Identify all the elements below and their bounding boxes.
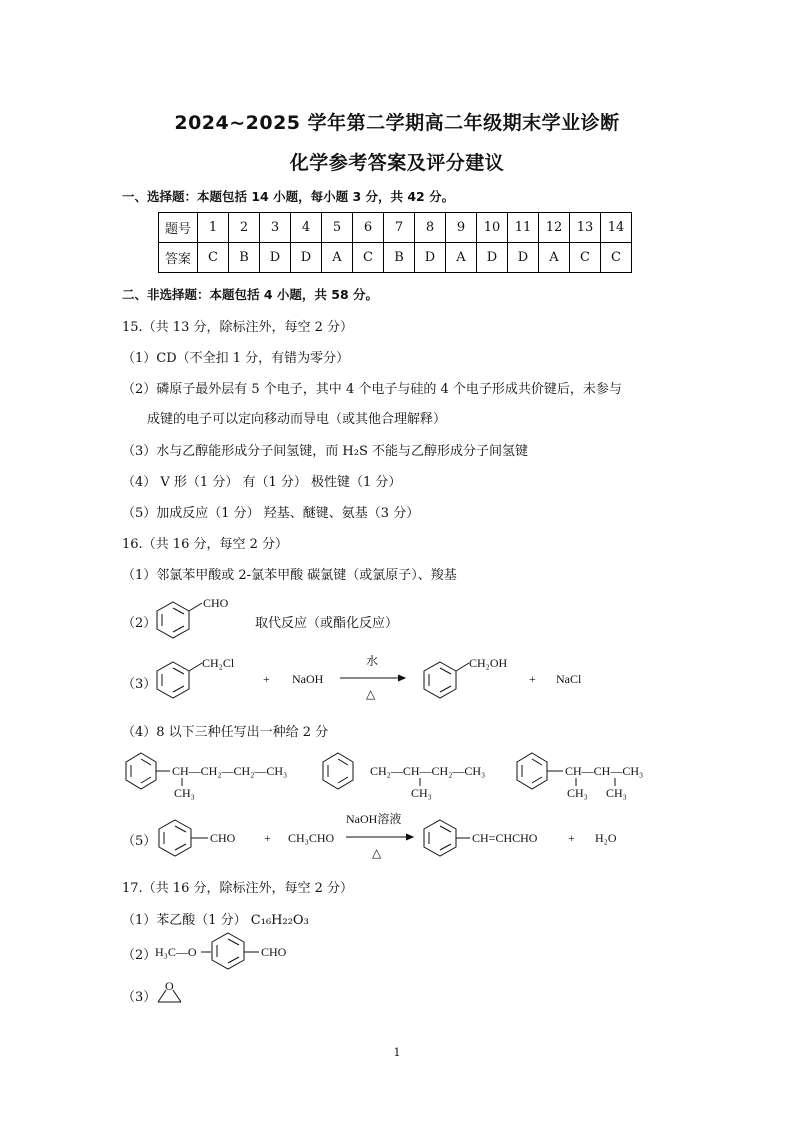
plus-sign: + — [264, 831, 271, 845]
table-cell: 2 — [229, 213, 260, 243]
isomer-structures — [120, 750, 680, 802]
isomer-3-branch-2: CH₃ — [606, 786, 627, 800]
doc-subtitle: 化学参考答案及评分建议 — [289, 152, 505, 174]
isomer-2-branch: CH₃ — [411, 786, 432, 800]
table-cell: 1 — [198, 213, 229, 243]
oxygen-atom-label: O — [165, 979, 174, 993]
table-cell: 4 — [291, 213, 322, 243]
aldehyde-group-label: CHO — [261, 945, 287, 959]
answer-table — [158, 212, 632, 273]
aldol-reaction — [150, 810, 630, 864]
nacl-label: NaCl — [556, 672, 582, 686]
q15-answer-5: （5）加成反应（1 分） 羟基、醚键、氨基（3 分） — [122, 506, 420, 521]
hydrolysis-reaction — [150, 652, 600, 706]
q16-answer-1: （1）邻氯苯甲酸或 2-氯苯甲酸 碳氯键（或氯原子）、羧基 — [122, 568, 457, 583]
q16-answer-2-label: （2） — [122, 616, 157, 631]
epoxide-structure — [154, 978, 194, 1008]
naoh-label: NaOH — [292, 672, 324, 686]
table-cell: B — [384, 243, 415, 273]
q16-answer-2-text: 取代反应（或酯化反应） — [255, 616, 399, 631]
anisaldehyde-structure — [155, 925, 305, 975]
plus-sign: + — [529, 672, 536, 686]
table-cell: 6 — [353, 213, 384, 243]
table-cell: D — [508, 243, 539, 273]
benzyl-alcohol-label: CH₂OH — [469, 656, 508, 670]
benzaldehyde-group-label: CHO — [210, 831, 236, 845]
aldehyde-group-label: CHO — [203, 596, 229, 610]
table-cell: A — [322, 243, 353, 273]
table-header-answer: 答案 — [159, 243, 198, 273]
q17-header: 17.（共 16 分，除标注外，每空 2 分） — [122, 881, 354, 896]
methoxy-label: H₃C—O — [155, 945, 197, 959]
doc-title: 2024~2025 学年第二学期高二年级期末学业诊断 — [174, 112, 620, 134]
q16-answer-5-label: （5） — [122, 834, 157, 849]
q15-answer-3: （3）水与乙醇能形成分子间氢键，而 H₂S 不能与乙醇形成分子间氢键 — [122, 444, 528, 459]
q16-answer-4: （4）8 以下三种任写出一种给 2 分 — [122, 725, 329, 740]
table-cell: 3 — [260, 213, 291, 243]
table-cell: 10 — [477, 213, 508, 243]
condition-heat-label: △ — [366, 687, 376, 701]
table-cell: 12 — [539, 213, 570, 243]
cinnamaldehyde-label: CH=CHCHO — [472, 831, 538, 845]
table-row-numbers — [159, 213, 632, 243]
table-row-answers — [159, 243, 632, 273]
q17-answer-2-label: （2） — [122, 948, 157, 963]
table-cell: 13 — [570, 213, 601, 243]
q15-answer-4: （4） V 形（1 分） 有（1 分） 极性键（1 分） — [122, 475, 402, 490]
q15-answer-2-line1: （2）磷原子最外层有 5 个电子，其中 4 个电子与硅的 4 个电子形成共价键后，未参与 — [122, 382, 622, 397]
acetaldehyde-label: CH₃CHO — [288, 831, 335, 845]
q15-answer-2-line2: 成键的电子可以定向移动而导电（或其他合理解释） — [147, 412, 447, 427]
isomer-3-branch-1: CH₃ — [567, 786, 588, 800]
table-cell: 8 — [415, 213, 446, 243]
plus-sign: + — [568, 831, 575, 845]
q17-answer-1: （1）苯乙酸（1 分） C₁₆H₂₂O₃ — [122, 913, 309, 928]
isomer-1-branch: CH₃ — [174, 786, 195, 800]
table-cell: B — [229, 243, 260, 273]
table-cell: C — [198, 243, 229, 273]
isomer-3-chain: CH—CH—CH₃ — [565, 764, 644, 778]
table-cell: 14 — [601, 213, 632, 243]
plus-sign: + — [263, 672, 270, 686]
chloromethyl-label: CH₂Cl — [202, 656, 235, 670]
page-number: 1 — [393, 1046, 401, 1059]
q15-answer-1: （1）CD（不全扣 1 分，有错为零分） — [122, 351, 350, 366]
water-label: H₂O — [595, 831, 617, 845]
condition-naoh-label: NaOH溶液 — [346, 812, 402, 826]
table-cell: D — [291, 243, 322, 273]
table-cell: 9 — [446, 213, 477, 243]
section-2-heading: 二、非选择题：本题包括 4 小题，共 58 分。 — [122, 287, 379, 302]
table-cell: C — [570, 243, 601, 273]
condition-water-label: 水 — [366, 654, 379, 668]
table-cell: A — [446, 243, 477, 273]
isomer-1-chain: CH—CH₂—CH₂—CH₃ — [172, 764, 288, 778]
table-cell: C — [601, 243, 632, 273]
table-cell: A — [539, 243, 570, 273]
section-1-heading: 一、选择题：本题包括 14 小题，每小题 3 分，共 42 分。 — [122, 189, 455, 204]
q16-header: 16.（共 16 分，每空 2 分） — [122, 537, 289, 552]
q15-header: 15.（共 13 分，除标注外，每空 2 分） — [122, 320, 354, 335]
q16-answer-3-label: （3） — [122, 677, 157, 692]
table-cell: D — [260, 243, 291, 273]
benzaldehyde-structure — [150, 594, 240, 644]
isomer-2-chain: CH₂—CH—CH₂—CH₃ — [370, 764, 486, 778]
table-cell: D — [415, 243, 446, 273]
table-cell: 5 — [322, 213, 353, 243]
table-cell: D — [477, 243, 508, 273]
table-cell: 7 — [384, 213, 415, 243]
table-cell: C — [353, 243, 384, 273]
table-cell: 11 — [508, 213, 539, 243]
condition-heat-label: △ — [372, 846, 382, 860]
q17-answer-3-label: （3） — [122, 990, 157, 1005]
table-header-number: 题号 — [159, 213, 198, 243]
